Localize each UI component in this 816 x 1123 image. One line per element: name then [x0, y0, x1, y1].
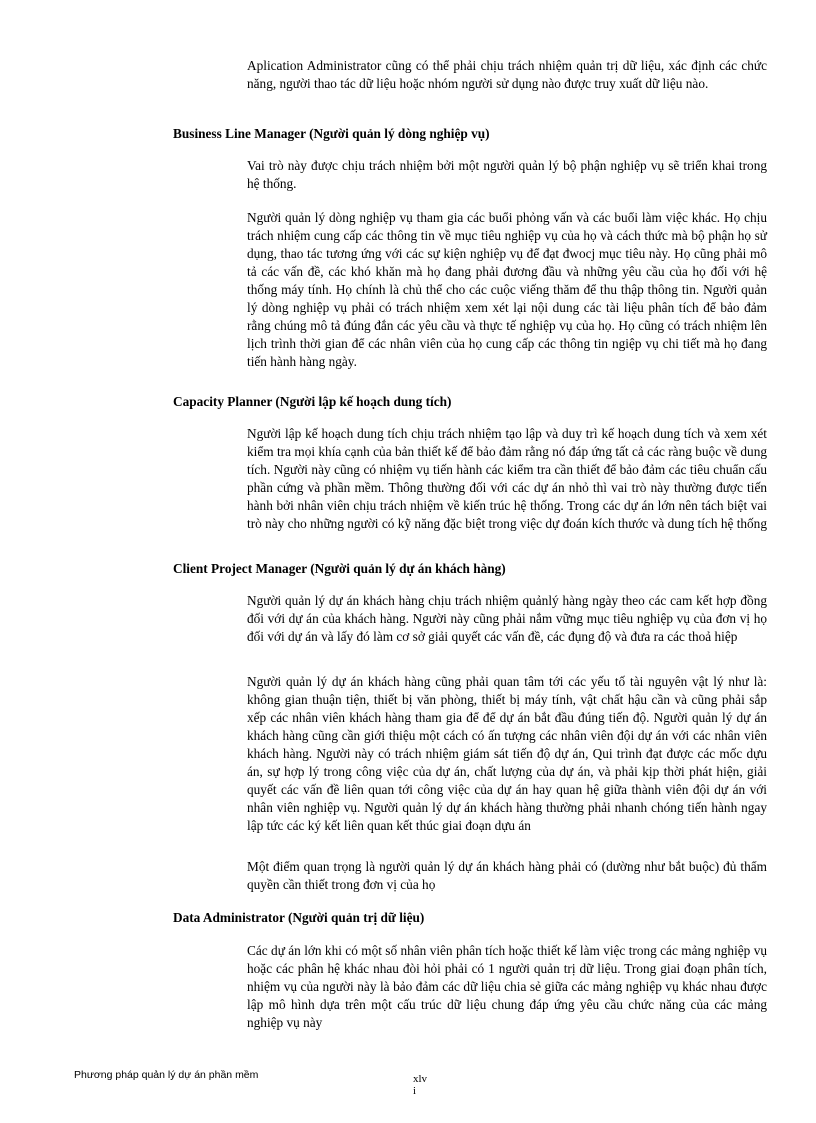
page-number-line-1: xlv	[413, 1073, 428, 1085]
intro-paragraph: Aplication Administrator cũng có thể phải chịu trách nhiệm quản trị dữ liệu, xác định các chức năng, người thao tác dữ liệu hoặc nhóm người sử dụng nào được truy xuất dữ liệu nào.	[247, 58, 767, 91]
section-heading-client-project-manager: Client Project Manager (Người quản lý dự án khách hàng)	[173, 561, 506, 576]
section-heading-data-administrator: Data Administrator (Người quản trị dữ liệu)	[173, 910, 425, 925]
client-pm-paragraph-1: Người quản lý dự án khách hàng chịu trách nhiệm quảnlý hàng ngày theo các cam kết hợp đồng đối với dự án của khách hàng. Người này cũng phải nắm vững mục tiêu nghiệp vụ của đơn vị họ đối với dự án và lấy đó làm cơ sở giải quyết các vấn đề, các đụng độ và đưa ra các thoả hiệp	[247, 593, 767, 644]
data-admin-paragraph-1: Các dự án lớn khi có một số nhân viên phân tích hoặc thiết kế làm việc trong các mảng nghiệp vụ hoặc các phân hệ khác nhau đòi hỏi phải có 1 người quản trị dữ liệu. Trong giai đoạn phân tích, nhiệm vụ của người này là bảo đảm các dữ liệu chia sẻ giữa các mảng nghiệp vụ khác nhau được lập mô hình dựa trên một cấu trúc dữ liệu chung đáp ứng yêu cầu chức năng của các mảng nghiệp vụ này	[247, 943, 767, 1030]
capacity-planner-paragraph-1: Người lập kế hoạch dung tích chịu trách nhiệm tạo lập và duy trì kế hoạch dung tích và xem xét kiểm tra mọi khía cạnh của bản thiết kế để bảo đảm rằng nó đáp ứng tất cả các ràng buộc về dung tích. Người này cũng có nhiệm vụ tiến hành các kiểm tra cần thiết để bảo đảm các tiêu chuẩn cấu phần cứng và phần mềm. Thông thường đối với các dự án nhỏ thì vai trò này thường được tiến hành bởi nhân viên chịu trách nhiệm về kiến trúc hệ thống. Trong các dự án lớn nên tách biệt vai trò này cho những người có kỹ năng đặc biệt trong việc dự đoán kích thước và dung tích hệ thống	[247, 426, 767, 531]
footer-page-number	[413, 1073, 453, 1097]
business-line-paragraph-2: Người quản lý dòng nghiệp vụ tham gia các buổi phỏng vấn và các buổi làm việc khác. Họ chịu trách nhiệm cung cấp các thông tin về mục tiêu nghiệp vụ của họ và cách thức mà bộ phận họ sử dụng, thao tác tương ứng với các sự kiện nghiệp vụ để đạt đwocj mục tiêu này. Họ cũng phải mô tả các vấn đề, các khó khăn mà họ đang phải đương đầu và những yêu cầu của họ đối với hệ thống máy tính. Họ chính là chủ thể cho các cuộc viếng thăm để thu thập thông tin. Người quản lý dòng nghiệp vụ phải có trách nhiệm xem xét lại nội dung các tài liệu phân tích để bảo đảm rằng chúng mô tả đúng đắn các yêu cầu và thực tế nghiệp vụ của họ. Họ cũng có trách nhiệm lên lịch trình thời gian để các nhân viên của họ cung cấp các thông tin ngiệp vụ chi tiết mà họ đang tiến hành hàng ngày.	[247, 210, 767, 369]
section-heading-capacity-planner: Capacity Planner (Người lập kế hoạch dung tích)	[173, 394, 452, 409]
page-number-line-2: i	[413, 1085, 417, 1097]
footer-document-title: Phương pháp quản lý dự án phần mềm	[74, 1069, 259, 1081]
business-line-paragraph-1: Vai trò này được chịu trách nhiệm bởi một người quản lý bộ phận nghiệp vụ sẽ triển khai trong hệ thống.	[247, 158, 767, 191]
section-heading-business-line-manager: Business Line Manager (Người quản lý dòng nghiệp vụ)	[173, 126, 490, 141]
client-pm-paragraph-2: Người quản lý dự án khách hàng cũng phải quan tâm tới các yếu tố tài nguyên vật lý như là: không gian thuận tiện, thiết bị văn phòng, thiết bị máy tính, vật chất hậu cần và cũng phải sắp xếp các nhân viên khách hàng tham gia để để dự án bắt đầu đúng tiến độ. Người quản lý dự án khách hàng cũng cần giới thiệu một cách có ấn tượng các nhân viên đội dự án với các nhân viên khách hàng. Người này có trách nhiệm giám sát tiến độ dự án, Qui trình đạt được các mốc dựu án, sự hợp lý trong công việc của dự án, chất lượng của dự án, và phải kịp thời phát hiện, giải quyết các vấn đề liên quan tới công việc của dự án hay quan hệ giữa thành viên đội dự án với nhân viên nghiệp vụ. Người quản lý dự án khách hàng thường phải nhanh chóng tiến hành ngay lập tức các ký kết liên quan kết thúc giai đoạn dựu án	[247, 674, 767, 833]
client-pm-paragraph-3: Một điểm quan trọng là người quản lý dự án khách hàng phải có (dường như bắt buộc) đủ thẩm quyền cần thiết trong đơn vị của họ	[247, 859, 767, 892]
